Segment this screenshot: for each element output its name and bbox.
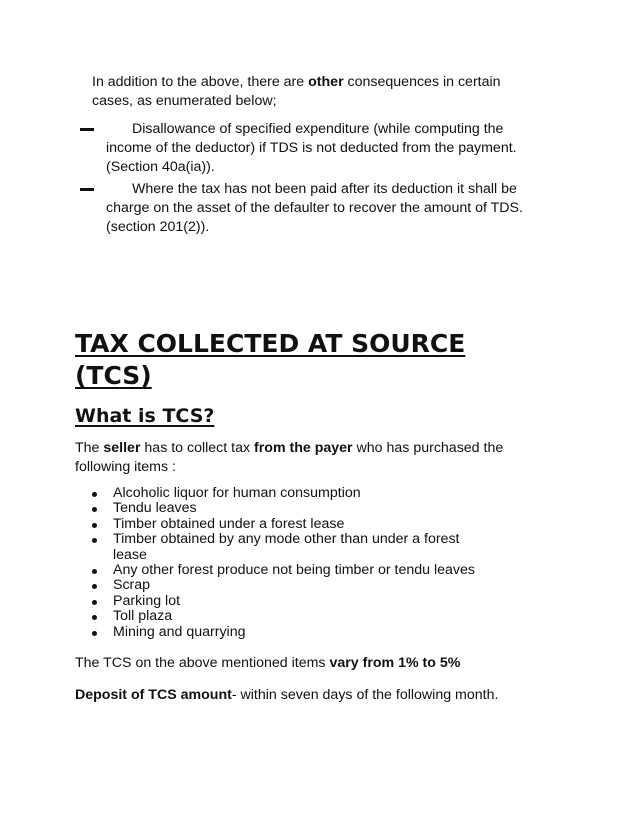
definition-paragraph — [75, 439, 505, 477]
list-item-text: Parking lot — [113, 592, 181, 609]
list-item — [113, 486, 493, 501]
bullet-icon — [92, 615, 97, 620]
tcs-items-list — [113, 486, 493, 640]
list-item-text: Scrap — [113, 577, 151, 594]
bullet-icon — [92, 569, 97, 574]
list-item — [113, 578, 493, 593]
deposit-emphasis: Deposit of TCS amount — [75, 687, 232, 703]
bullet-icon — [92, 600, 97, 605]
list-item-text: Any other forest produce not being timber or tendu leaves — [113, 562, 475, 579]
definition-emphasis: seller — [103, 440, 141, 456]
list-item-text: Alcoholic liquor for human consumption — [113, 485, 361, 501]
rate-text: The TCS on the above mentioned items — [75, 655, 330, 671]
list-item-text: Tendu leaves — [113, 500, 197, 517]
definition-emphasis: from the payer — [254, 440, 353, 456]
list-item — [113, 625, 493, 640]
deposit-text: - within seven days of the following month. — [231, 687, 499, 703]
dash-bullet-icon — [80, 128, 94, 131]
intro-text-end: consequences in certain cases, as enumerated below; — [92, 74, 501, 109]
consequence-item — [106, 120, 526, 177]
rate-emphasis: vary from 1% to 5% — [329, 655, 461, 671]
intro-emphasis: other — [308, 74, 344, 90]
intro-text: In addition to the above, there are — [92, 74, 309, 90]
bullet-icon — [92, 492, 97, 497]
definition-text: The — [75, 440, 104, 456]
list-item — [113, 594, 493, 609]
dash-bullet-icon — [80, 188, 94, 191]
list-item — [113, 609, 493, 624]
deposit-paragraph — [75, 686, 505, 705]
list-item — [113, 563, 493, 578]
list-item — [113, 517, 493, 532]
consequence-item — [106, 180, 526, 237]
list-item-text: Mining and quarrying — [113, 623, 246, 640]
list-item — [113, 501, 493, 516]
subsection-title: What is TCS? — [75, 405, 215, 427]
list-item-text: Timber obtained by any mode other than under a forest lease — [113, 531, 460, 563]
bullet-icon — [92, 523, 97, 528]
list-item-text: Toll plaza — [113, 608, 173, 625]
definition-text: who has purchased the following items : — [75, 440, 504, 475]
list-item — [113, 532, 493, 563]
rate-paragraph — [75, 654, 505, 673]
bullet-icon — [92, 538, 97, 543]
bullet-icon — [92, 631, 97, 636]
bullet-icon — [92, 507, 97, 512]
list-item-text: Timber obtained under a forest lease — [113, 515, 345, 532]
definition-text: has to collect tax — [140, 440, 255, 456]
consequence-text: Disallowance of specified expenditure (while computing the income of the deductor) if TDS is not deducted from the payment. (Section 40a(ia)). — [106, 121, 517, 175]
section-title: TAX COLLECTED AT SOURCE (TCS) — [75, 329, 466, 390]
consequence-text: Where the tax has not been paid after its deduction it shall be charge on the asset of the defaulter to recover the amount of TDS. (section 201(2)). — [106, 181, 523, 235]
intro-paragraph — [92, 73, 512, 111]
bullet-icon — [92, 584, 97, 589]
